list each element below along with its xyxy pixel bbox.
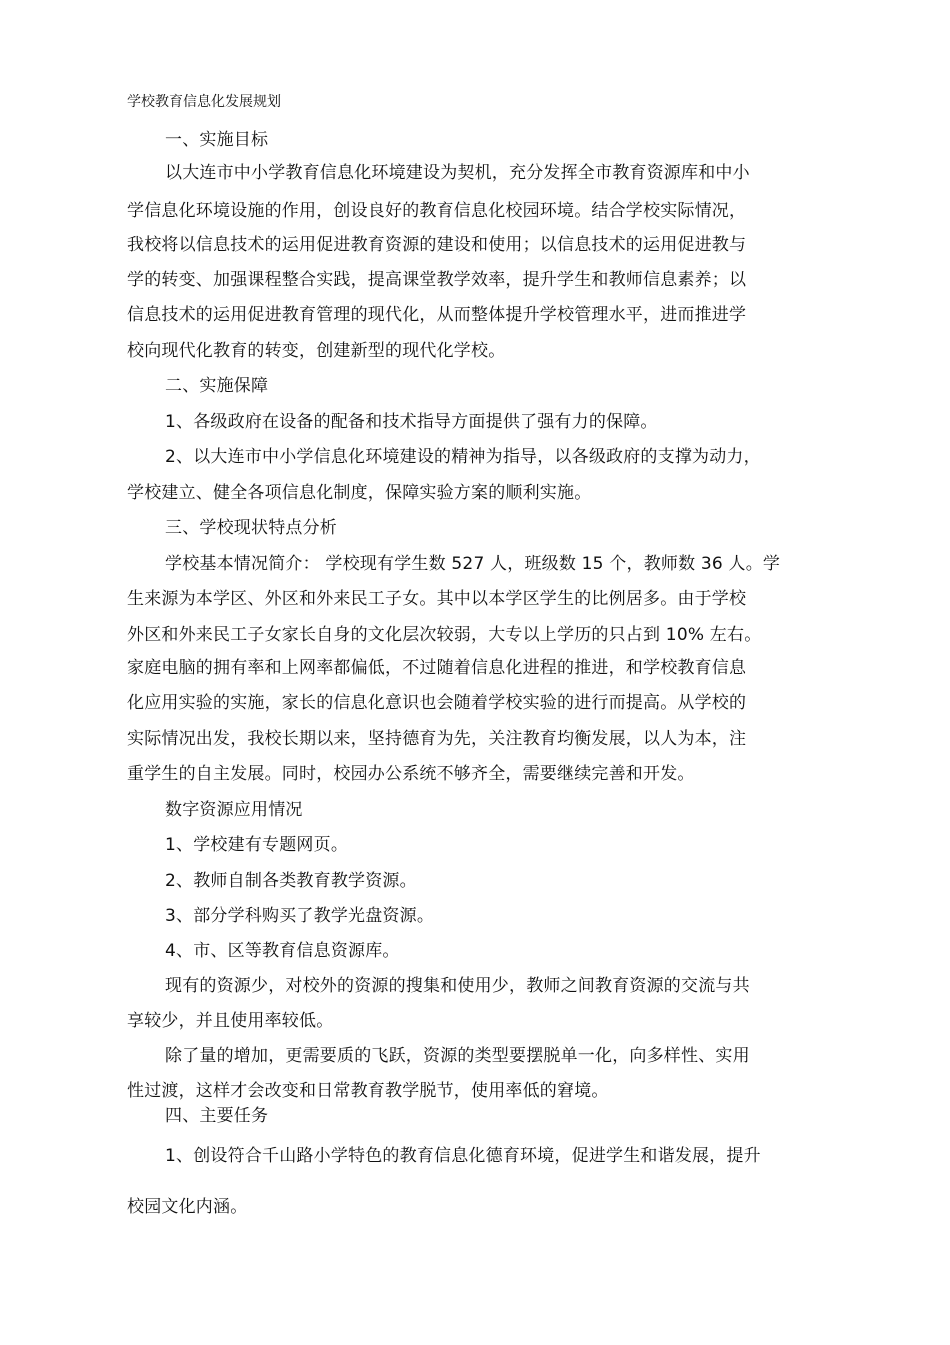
- list-item: 3、部分学科购买了教学光盘资源。: [165, 906, 435, 926]
- paragraph-line: 生来源为本学区、外区和外来民工子女。其中以本学区学生的比例居多。由于学校: [127, 589, 747, 609]
- paragraph-line: 重学生的自主发展。同时，校园办公系统不够齐全，需要继续完善和开发。: [127, 764, 695, 784]
- paragraph-line: 以大连市中小学教育信息化环境建设为契机，充分发挥全市教育资源库和中小: [165, 163, 750, 183]
- list-item: 1、学校建有专题网页。: [165, 835, 349, 855]
- paragraph-line: 我校将以信息技术的运用促进教育资源的建设和使用；以信息技术的运用促进教与: [127, 235, 747, 255]
- heading-school-status: 三、学校现状特点分析: [165, 518, 337, 538]
- list-item: 1、创设符合千山路小学特色的教育信息化德育环境，促进学生和谐发展，提升: [165, 1146, 761, 1166]
- paragraph-line: 信息技术的运用促进教育管理的现代化，从而整体提升学校管理水平，进而推进学: [127, 305, 747, 325]
- heading-main-tasks: 四、主要任务: [165, 1106, 269, 1126]
- list-item: 4、市、区等教育信息资源库。: [165, 941, 400, 961]
- paragraph-line: 校园文化内涵。: [127, 1197, 248, 1217]
- paragraph-line: 享较少，并且使用率较低。: [127, 1011, 334, 1031]
- paragraph-line: 外区和外来民工子女家长自身的文化层次较弱，大专以上学历的只占到 10% 左右。: [127, 625, 762, 645]
- heading-implementation-goals: 一、实施目标: [165, 130, 269, 150]
- document-title: 学校教育信息化发展规划: [127, 94, 281, 110]
- paragraph-line: 现有的资源少，对校外的资源的搜集和使用少，教师之间教育资源的交流与共: [165, 976, 750, 996]
- paragraph-line: 学校基本情况简介： 学校现有学生数 527 人，班级数 15 个，教师数 36 人。学: [165, 554, 781, 574]
- list-item: 1、各级政府在设备的配备和技术指导方面提供了强有力的保障。: [165, 412, 658, 432]
- paragraph-line: 学校建立、健全各项信息化制度，保障实验方案的顺利实施。: [127, 483, 592, 503]
- list-item: 2、教师自制各类教育教学资源。: [165, 871, 417, 891]
- paragraph-line: 除了量的增加，更需要质的飞跃，资源的类型要摆脱单一化，向多样性、实用: [165, 1046, 750, 1066]
- heading-implementation-guarantee: 二、实施保障: [165, 376, 269, 396]
- paragraph-line: 家庭电脑的拥有率和上网率都偏低，不过随着信息化进程的推进，和学校教育信息: [127, 658, 747, 678]
- paragraph-line: 学信息化环境设施的作用，创设良好的教育信息化校园环境。结合学校实际情况，: [127, 201, 747, 221]
- paragraph-line: 校向现代化教育的转变，创建新型的现代化学校。: [127, 341, 506, 361]
- heading-digital-resources: 数字资源应用情况: [165, 800, 303, 820]
- paragraph-line: 实际情况出发，我校长期以来，坚持德育为先，关注教育均衡发展，以人为本，注: [127, 729, 747, 749]
- paragraph-line: 性过渡，这样才会改变和日常教育教学脱节，使用率低的窘境。: [127, 1081, 609, 1101]
- paragraph-line: 化应用实验的实施，家长的信息化意识也会随着学校实验的进行而提高。从学校的: [127, 693, 747, 713]
- paragraph-line: 学的转变、加强课程整合实践，提高课堂教学效率，提升学生和教师信息素养；以: [127, 270, 747, 290]
- list-item: 2、以大连市中小学信息化环境建设的精神为指导，以各级政府的支撑为动力，: [165, 447, 761, 467]
